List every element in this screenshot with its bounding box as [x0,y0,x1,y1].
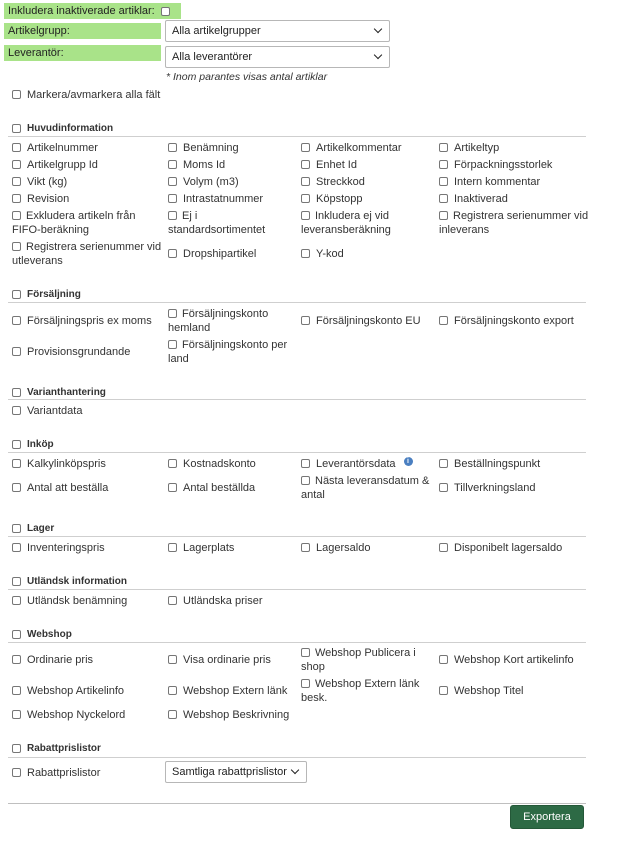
checkbox[interactable] [12,710,21,719]
field-item[interactable] [168,457,256,471]
field-item[interactable] [301,677,431,705]
field-item[interactable] [168,594,262,608]
field-item[interactable] [12,175,67,189]
checkbox[interactable] [168,686,177,695]
field-label: Benämning [183,142,239,154]
checkbox[interactable] [301,459,310,468]
section-title: Försäljning [27,289,81,300]
select-all-label: Markera/avmarkera alla fält [27,89,161,101]
info-icon[interactable]: i [404,457,413,466]
field-item[interactable] [168,209,288,237]
article-group-label: Artikelgrupp: [4,23,161,39]
field-label: Revision [27,193,70,205]
field-label: Moms Id [183,159,226,171]
field-label: Inaktiverad [454,193,508,205]
field-label: Artikelgrupp Id [27,159,98,171]
checkbox[interactable] [168,211,177,220]
field-label: Registrera serienummer vid inleverans [439,210,589,236]
section-webshop [12,629,72,640]
field-label: Enhet Id [316,159,357,171]
field-item[interactable] [301,158,357,172]
field-label: Utländsk benämning [27,595,128,607]
field-label: Kalkylinköpspris [27,458,106,470]
checkbox[interactable] [12,768,21,777]
field-label: Ordinarie pris [27,654,94,666]
field-label: Volym (m3) [183,176,239,188]
supplier-value: Alla leverantörer [172,51,253,63]
field-label: Visa ordinarie pris [183,654,271,666]
checkbox[interactable] [12,160,21,169]
checkbox[interactable] [12,211,21,220]
field-item[interactable] [439,175,540,189]
field-item[interactable] [12,457,106,471]
section-forsaljning [12,289,81,300]
checkbox[interactable] [439,316,448,325]
field-label: Försäljningskonto per land [168,339,288,365]
checkbox[interactable] [439,686,448,695]
count-note: * Inom parantes visas antal artiklar [166,71,328,83]
field-item[interactable] [439,684,524,698]
checkbox[interactable] [301,476,310,485]
field-label: Nästa leveransdatum & antal [301,475,430,501]
section-checkbox[interactable] [12,577,21,586]
field-item[interactable] [12,653,93,667]
section-checkbox[interactable] [12,744,21,753]
checkbox[interactable] [12,596,21,605]
field-label: Leverantörsdata [316,458,396,470]
field-item[interactable] [439,481,536,495]
field-item[interactable] [439,314,574,328]
field-item[interactable] [168,684,287,698]
field-item[interactable] [301,457,413,471]
field-item[interactable] [301,192,362,206]
field-item[interactable] [168,541,234,555]
field-label: Dropshipartikel [183,248,257,260]
section-checkbox[interactable] [12,440,21,449]
field-item[interactable] [168,653,271,667]
section-title: Huvudinformation [27,123,114,134]
checkbox[interactable] [12,143,21,152]
field-label: Artikelnummer [27,142,98,154]
article-group-value: Alla artikelgrupper [172,25,261,37]
field-label: Artikelkommentar [316,142,402,154]
section-title: Lager [27,523,55,534]
field-label: Webshop Publicera i shop [301,647,416,673]
checkbox[interactable] [439,543,448,552]
divider [8,302,586,303]
divider [8,757,586,758]
field-item[interactable] [301,141,402,155]
field-label: Vikt (kg) [27,176,68,188]
divider [8,589,586,590]
checkbox[interactable] [301,648,310,657]
checkbox[interactable] [439,483,448,492]
field-item[interactable] [12,481,108,495]
field-label: Disponibelt lagersaldo [454,542,563,554]
field-label: Rabattprislistor [27,767,101,779]
checkbox[interactable] [439,459,448,468]
chevron-down-icon [374,25,382,33]
field-label: Exkludera artikeln från FIFO-beräkning [12,210,136,236]
field-label: Antal att beställa [27,482,109,494]
field-item[interactable] [12,766,100,780]
field-label: Köpstopp [316,193,363,205]
field-label: Förpackningsstorlek [454,159,553,171]
field-label: Försäljningskonto export [454,315,574,327]
section-inkop [12,439,54,450]
checkbox[interactable] [12,242,21,251]
field-item[interactable] [301,474,436,502]
field-item[interactable] [168,175,239,189]
discount-list-select[interactable] [165,761,307,783]
field-item[interactable] [301,175,365,189]
footer-divider [8,803,586,804]
section-checkbox[interactable] [12,388,21,397]
field-item[interactable] [168,338,293,366]
checkbox[interactable] [168,655,177,664]
section-title: Inköp [27,439,54,450]
checkbox[interactable] [12,406,21,415]
field-item[interactable] [439,158,552,172]
checkbox[interactable] [439,655,448,664]
checkbox[interactable] [168,160,177,169]
field-item[interactable] [301,646,431,674]
field-item[interactable] [301,314,421,328]
discount-list-value: Samtliga rabattprislistor [172,766,287,778]
checkbox[interactable] [12,177,21,186]
field-item[interactable] [12,192,69,206]
checkbox[interactable] [12,347,21,356]
divider [8,452,586,453]
field-label: Registrera serienummer vid utleverans [12,241,162,267]
field-label: Webshop Artikelinfo [27,685,125,697]
field-item[interactable] [168,708,289,722]
field-label: Y-kod [316,248,344,260]
checkbox[interactable] [301,143,310,152]
checkbox[interactable] [439,177,448,186]
field-label: Webshop Extern länk [183,685,288,697]
field-item[interactable] [12,158,98,172]
field-label: Inkludera ej vid leveransberäkning [301,210,391,236]
checkbox[interactable] [439,160,448,169]
include-inactive-checkbox[interactable] [161,7,170,16]
field-label: Webshop Titel [454,685,524,697]
field-item[interactable] [439,141,499,155]
field-item[interactable] [12,209,162,237]
field-item[interactable] [301,541,370,555]
field-item[interactable] [12,404,82,418]
section-title: Utländsk information [27,576,128,587]
checkbox[interactable] [168,459,177,468]
field-item[interactable] [168,141,239,155]
checkbox[interactable] [439,143,448,152]
checkbox[interactable] [168,543,177,552]
field-item[interactable] [12,345,130,359]
section-huvudinformation [12,123,113,134]
field-item[interactable] [168,158,225,172]
field-label: Variantdata [27,405,83,417]
field-item[interactable] [12,240,162,268]
field-item[interactable] [168,247,256,261]
field-item[interactable] [168,307,293,335]
checkbox[interactable] [168,340,177,349]
field-label: Webshop Beskrivning [183,709,290,721]
checkbox[interactable] [12,483,21,492]
field-label: Artikeltyp [454,142,500,154]
section-varianthantering [12,387,106,398]
include-inactive-label: Inkludera inaktiverade artiklar: [8,5,155,17]
checkbox[interactable] [301,194,310,203]
checkbox[interactable] [439,211,448,220]
supplier-select[interactable] [165,46,390,68]
field-item[interactable] [439,541,562,555]
checkbox[interactable] [301,249,310,258]
field-label: Utländska priser [183,595,263,607]
field-item[interactable] [439,209,589,237]
field-item[interactable] [12,141,98,155]
field-item[interactable] [12,684,124,698]
field-label: Webshop Nyckelord [27,709,126,721]
chevron-down-icon [374,51,382,59]
field-label: Beställningspunkt [454,458,541,470]
section-checkbox[interactable] [12,524,21,533]
field-label: Inventeringspris [27,542,105,554]
checkbox[interactable] [168,143,177,152]
checkbox[interactable] [301,177,310,186]
export-button[interactable]: Exportera [510,805,584,829]
article-group-select[interactable] [165,20,390,42]
field-item[interactable] [12,314,152,328]
field-item[interactable] [12,708,125,722]
checkbox[interactable] [12,543,21,552]
field-item[interactable] [301,247,344,261]
field-label: Antal beställda [183,482,256,494]
checkbox[interactable] [301,543,310,552]
field-label: Försäljningspris ex moms [27,315,152,327]
field-label: Intern kommentar [454,176,541,188]
checkbox[interactable] [168,309,177,318]
divider [8,136,586,137]
checkbox[interactable] [168,483,177,492]
field-label: Ej i standardsortimentet [168,210,266,236]
field-label: Webshop Kort artikelinfo [454,654,574,666]
field-label: Försäljningskonto hemland [168,308,269,334]
section-checkbox[interactable] [12,630,21,639]
select-all-checkbox[interactable] [12,90,21,99]
chevron-down-icon [291,766,299,774]
field-label: Webshop Extern länk besk. [301,678,420,704]
field-item[interactable] [168,192,263,206]
section-title: Varianthantering [27,387,106,398]
checkbox[interactable] [168,194,177,203]
field-item[interactable] [12,541,105,555]
field-label: Intrastatnummer [183,193,264,205]
checkbox[interactable] [168,710,177,719]
checkbox[interactable] [301,316,310,325]
section-title: Rabattprislistor [27,743,101,754]
include-inactive-row [4,3,181,19]
field-item[interactable] [439,653,574,667]
checkbox[interactable] [168,596,177,605]
field-label: Försäljningskonto EU [316,315,421,327]
divider [8,399,586,400]
field-item[interactable] [12,594,127,608]
checkbox[interactable] [12,459,21,468]
checkbox[interactable] [301,679,310,688]
field-item[interactable] [439,192,508,206]
checkbox[interactable] [12,655,21,664]
field-label: Streckkod [316,176,365,188]
section-title: Webshop [27,629,72,640]
field-item[interactable] [301,209,431,237]
section-rabattprislistor [12,743,101,754]
checkbox[interactable] [439,194,448,203]
checkbox[interactable] [301,211,310,220]
field-label: Kostnadskonto [183,458,256,470]
field-item[interactable] [439,457,540,471]
field-label: Tillverkningsland [454,482,536,494]
checkbox[interactable] [12,316,21,325]
supplier-label: Leverantör: [4,45,161,61]
checkbox[interactable] [301,160,310,169]
field-item[interactable] [168,481,255,495]
checkbox[interactable] [12,194,21,203]
section-checkbox[interactable] [12,124,21,133]
field-label: Lagersaldo [316,542,371,554]
select-all-row[interactable] [12,88,160,102]
section-lager [12,523,54,534]
checkbox[interactable] [12,686,21,695]
checkbox[interactable] [168,177,177,186]
divider [8,536,586,537]
field-label: Provisionsgrundande [27,346,131,358]
divider [8,642,586,643]
section-checkbox[interactable] [12,290,21,299]
section-utlandsk [12,576,127,587]
checkbox[interactable] [168,249,177,258]
field-label: Lagerplats [183,542,235,554]
